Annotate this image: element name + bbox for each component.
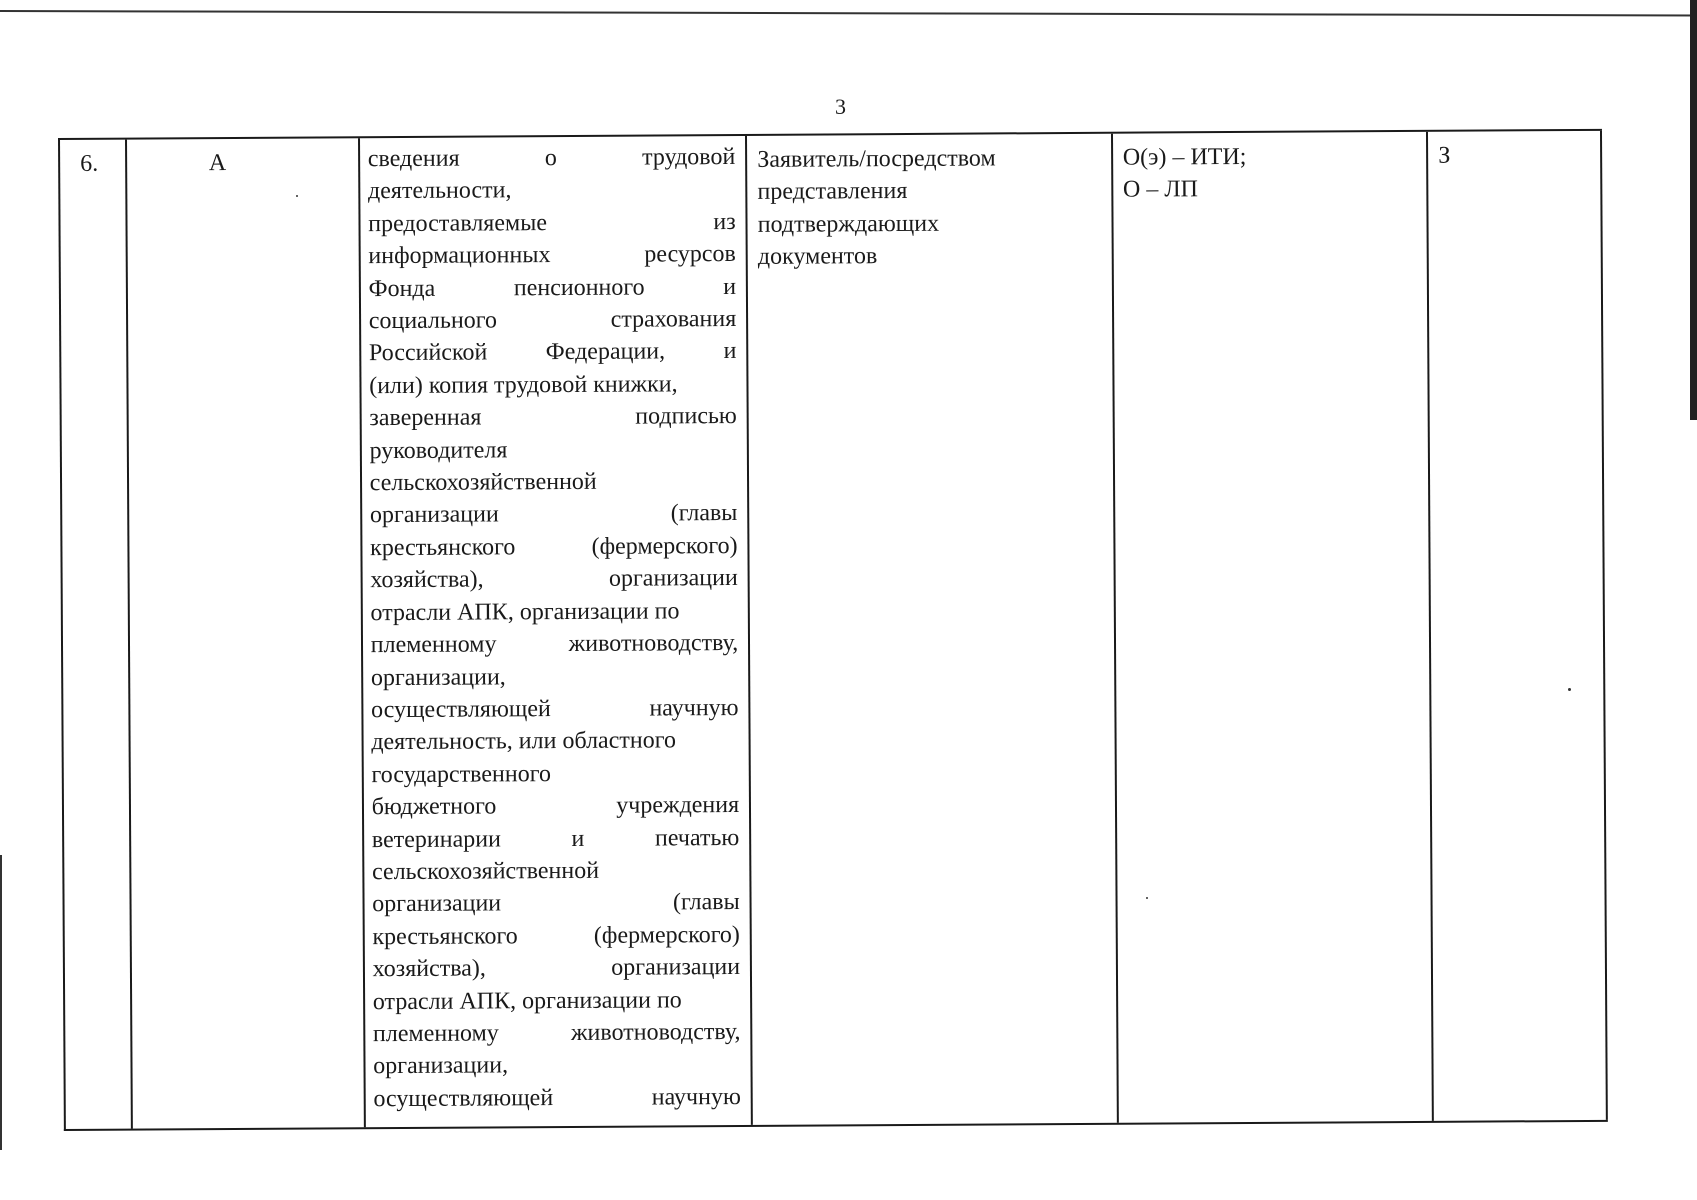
form-line: О – ЛП	[1122, 176, 1199, 204]
word: хозяйства),	[372, 955, 486, 983]
desc-line	[373, 951, 741, 986]
word: печатью	[654, 824, 740, 852]
desc-line	[372, 886, 740, 921]
word: пенсионного	[513, 274, 645, 301]
word: организации	[608, 565, 738, 593]
word: о	[544, 145, 557, 172]
desc-line	[373, 1081, 741, 1116]
word: Российской	[368, 339, 488, 367]
desc-line: отрасли АПК, организации по	[372, 986, 682, 1015]
description-cell	[360, 136, 753, 1127]
word: крестьянского	[370, 534, 516, 562]
word: и	[571, 825, 585, 852]
word: осуществляющей	[371, 695, 551, 724]
word: животноводству,	[568, 630, 739, 658]
word: (фермерского)	[591, 532, 738, 560]
desc-line: деятельность, или областного	[371, 727, 676, 756]
method-line: документов	[757, 243, 878, 271]
desc-line	[370, 562, 738, 597]
row-index-cell	[60, 140, 133, 1129]
desc-line	[371, 627, 739, 662]
method-line: представления	[757, 178, 908, 206]
desc-line	[372, 919, 740, 954]
row-index: 6.	[80, 150, 99, 177]
desc-line	[368, 271, 736, 306]
word: социального	[368, 307, 498, 335]
form-text	[1123, 140, 1417, 207]
word: страхования	[610, 306, 737, 333]
word: организации	[369, 501, 499, 529]
description-text	[368, 141, 741, 1115]
desc-line	[370, 530, 738, 565]
word: и	[723, 273, 737, 300]
desc-line: организации,	[370, 663, 506, 691]
desc-line	[368, 141, 736, 176]
form-cell	[1113, 132, 1434, 1123]
desc-line: сельскохозяйственной	[369, 468, 597, 497]
word: крестьянского	[372, 923, 518, 950]
word: (главы	[672, 889, 740, 916]
word: ветеринарии	[371, 825, 501, 853]
word: научную	[651, 1083, 741, 1111]
word: (главы	[670, 500, 738, 527]
word: подписью	[635, 403, 737, 430]
word: племенному	[370, 631, 497, 659]
row-code-cell	[127, 138, 366, 1128]
word: учреждения	[616, 792, 740, 819]
word: информационных	[368, 242, 551, 270]
word: сведения	[367, 145, 460, 173]
desc-line: сельскохозяйственной	[371, 857, 600, 886]
word: Фонда	[368, 275, 436, 302]
word: бюджетного	[371, 793, 497, 821]
desc-line: организации,	[373, 1052, 509, 1080]
word: предоставляемые	[368, 209, 548, 237]
method-line: подтверждающих	[757, 210, 940, 238]
scan-top-edge-line	[0, 10, 1697, 16]
word: и	[723, 338, 737, 365]
desc-line	[368, 238, 736, 273]
page-number: 3	[835, 94, 846, 119]
desc-line	[371, 692, 739, 727]
form-line: О(э) – ИТИ;	[1122, 143, 1247, 171]
word: из	[713, 208, 736, 235]
method-text	[757, 142, 1101, 274]
word: ресурсов	[644, 241, 736, 268]
method-line: Заявитель/посредством	[757, 145, 996, 173]
word: научную	[649, 694, 739, 722]
scan-right-edge-shadow	[1690, 0, 1697, 420]
word: животноводству,	[570, 1018, 741, 1046]
desc-line	[368, 206, 736, 241]
document-table	[58, 129, 1608, 1131]
desc-line	[370, 497, 738, 532]
desc-line	[373, 1016, 741, 1051]
word: осуществляющей	[373, 1084, 554, 1112]
desc-line	[372, 789, 740, 824]
desc-line	[369, 335, 737, 370]
word: трудовой	[642, 143, 736, 171]
word: племенному	[372, 1020, 499, 1048]
word: хозяйства),	[370, 566, 484, 594]
desc-line: деятельности,	[367, 177, 512, 205]
desc-line: (или) копия трудовой книжки,	[369, 371, 678, 400]
desc-line: отрасли АПК, организации по	[370, 598, 680, 626]
desc-line	[369, 400, 737, 435]
row-value: З	[1438, 142, 1451, 169]
word: заверенная	[369, 404, 482, 432]
desc-line	[372, 822, 740, 857]
word: организации	[611, 954, 741, 981]
desc-line: государственного	[371, 760, 551, 788]
value-cell	[1428, 131, 1608, 1121]
word: Федерации,	[545, 338, 666, 366]
method-cell	[747, 134, 1118, 1125]
scan-left-edge-line	[0, 855, 2, 1150]
word: организации	[372, 890, 502, 918]
desc-line: руководителя	[369, 436, 508, 464]
word: (фермерского)	[593, 921, 740, 949]
desc-line	[369, 303, 737, 338]
row-code: А	[208, 150, 227, 177]
